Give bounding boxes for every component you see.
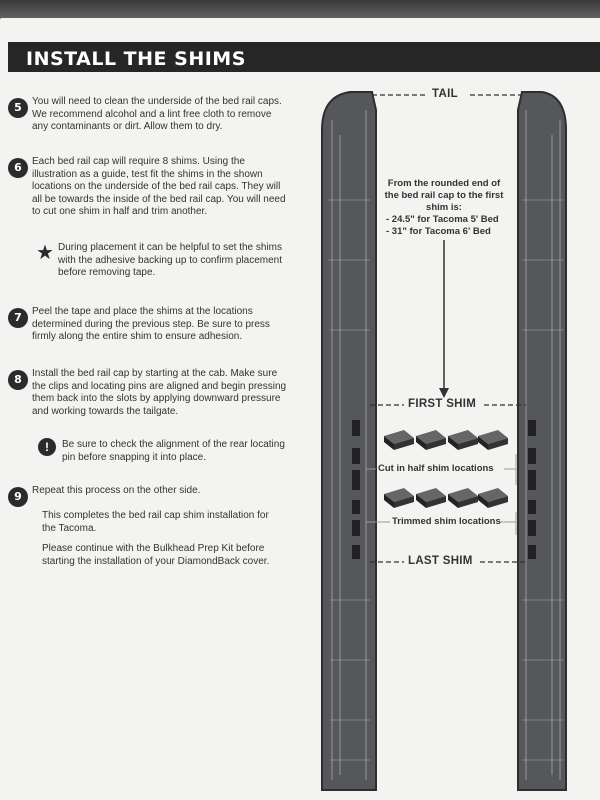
first-shim-label: FIRST SHIM: [408, 398, 477, 410]
distance-note-6ft: - 31" for Tacoma 6' Bed: [386, 226, 491, 237]
step-number: 9: [8, 487, 28, 507]
exclamation-icon: !: [38, 438, 56, 456]
distance-note-5ft: - 24.5" for Tacoma 5' Bed: [386, 214, 499, 225]
left-rail-cap: [322, 92, 376, 790]
cut-half-label: Cut in half shim locations: [378, 463, 494, 474]
last-shim-label: LAST SHIM: [408, 555, 473, 567]
step-text: Peel the tape and place the shims at the locations determined during the previous step. Be sure to press firmly along the entire shim to ensure adhesion.: [32, 306, 270, 342]
step-text: Each bed rail cap will require 8 shims. Using the illustration as a guide, test fit the shims in the shown locations on the underside of the bed rail caps. They will all be towards the inside of the bed rail cap. You will need to cut one shim in half and trim another.: [32, 156, 286, 217]
shim-blocks-bottom: [384, 488, 508, 508]
tail-label: TAIL: [432, 88, 458, 100]
step-number: 5: [8, 98, 28, 118]
star-icon: ★: [36, 242, 54, 264]
step-number: 6: [8, 158, 28, 178]
step-text: Install the bed rail cap by starting at the cab. Make sure the clips and locating pins are aligned and begin pressing them back into the slots by applying downward pressure and working towards the tailgate.: [32, 368, 287, 417]
right-rail-cap: [518, 92, 566, 790]
tip-text: During placement it can be helpful to set the shims with the adhesive backing up to confirm placement before removing tape.: [58, 242, 283, 278]
step-text: Repeat this process on the other side.: [32, 485, 201, 496]
warning-text: Be sure to check the alignment of the rear locating pin before snapping it into place.: [62, 439, 285, 463]
step-number: 8: [8, 370, 28, 390]
step-text: You will need to clean the underside of the bed rail caps. We recommend alcohol and a lint free cloth to remove any contaminants or dirt. Allow them to dry.: [32, 96, 282, 132]
trimmed-label: Trimmed shim locations: [392, 516, 501, 527]
distance-note-title: From the rounded end of the bed rail cap to the first shim is:: [384, 178, 504, 213]
closing-text-2: Please continue with the Bulkhead Prep Kit before starting the installation of your DiamondBack cover.: [42, 543, 270, 567]
shim-blocks-top: [384, 430, 508, 450]
closing-text-1: This completes the bed rail cap shim installation for the Tacoma.: [42, 510, 269, 534]
page-title: INSTALL THE SHIMS: [26, 48, 246, 70]
step-number: 7: [8, 308, 28, 328]
